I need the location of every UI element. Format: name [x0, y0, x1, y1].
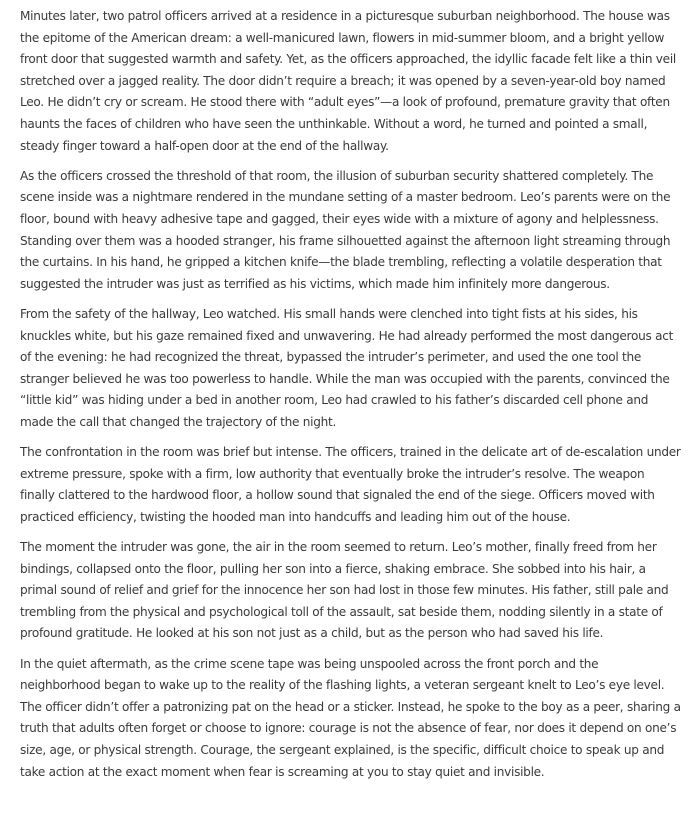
paragraph-bedroom-scene: As the officers crossed the threshold of that room, the illusion of suburban security shattered completely. The scene inside was a nightmare rendered in the mundane setting of a master bedroom. Leo’s parents were on the floor, bound with heavy adhesive tape and gagged, their eyes wide with a mixture of agony and helplessness. Standing over them was a hooded stranger, his frame silhouetted against the afternoon light streaming through the curtains. In his hand, he gripped a kitchen knife—the blade trembling, reflecting a volatile desperation that suggested the intruder was just as terrified as his victims, which made him infinitely more dangerous.	[20, 168, 671, 291]
paragraph-leo-watching: From the safety of the hallway, Leo watched. His small hands were clenched into tight fists at his sides, his knuckles white, but his gaze remained fixed and unwavering. He had already performed the most dangerous act of the evening: he had recognized the threat, bypassed the intruder’s perimeter, and used the one tool the stranger believed he was too powerless to handle. While the man was occupied with the parents, convinced the “little kid” was hiding under a bed in another room, Leo had crawled to his father’s discarded cell phone and made the call that changed the trajectory of the night.	[20, 306, 674, 429]
paragraph-aftermath: In the quiet aftermath, as the crime scene tape was being unspooled across the front porch and the neighborhood began to wake up to the reality of the flashing lights, a veteran sergeant knelt to Leo’s eye level. The officer didn’t offer a patronizing pat on the head or a sticker. Instead, he spoke to the boy as a peer, sharing a truth that adults often forget or choose to ignore: courage is not the absence of fear, nor does it depend on one’s size, age, or physical strength. Courage, the sergeant explained, is the specific, difficult choice to speak up and take action at the exact moment when fear is screaming at you to stay quiet and invisible.	[20, 656, 681, 779]
paragraph-confrontation: The confrontation in the room was brief but intense. The officers, trained in the delicate art of de-escalation under extreme pressure, spoke with a firm, low authority that eventually broke the intruder’s resolve. The weapon finally clattered to the hardwood floor, a hollow sound that signaled the end of the siege. Officers moved with practiced efficiency, twisting the hooded man into handcuffs and leading him out of the house.	[20, 445, 681, 524]
paragraph-arrival: Minutes later, two patrol officers arrived at a residence in a picturesque suburban neighborhood. The house was the epitome of the American dream: a well-manicured lawn, flowers in mid-summer bloom, and a bright yellow front door that suggested warmth and safety. Yet, as the officers approached, the idyllic facade felt like a thin veil stretched over a jagged reality. The door didn’t require a breach; it was opened by a seven-year-old boy named Leo. He didn’t cry or scream. He stood there with “adult eyes”—a look of profound, premature gravity that often haunts the faces of children who have seen the unthinkable. Without a word, he turned and pointed a small, steady finger toward a half-open door at the end of the hallway.	[20, 9, 676, 153]
paragraph-reunion: The moment the intruder was gone, the air in the room seemed to return. Leo’s mother, finally freed from her bindings, collapsed onto the floor, pulling her son into a fierce, shaking embrace. She sobbed into his hair, a primal sound of relief and grief for the innocence her son had lost in those few minutes. His father, still pale and trembling from the physical and psychological toll of the assault, sat beside them, nodding silently in a state of profound gratitude. He looked at his son not just as a child, but as the person who had saved his life.	[20, 540, 669, 641]
